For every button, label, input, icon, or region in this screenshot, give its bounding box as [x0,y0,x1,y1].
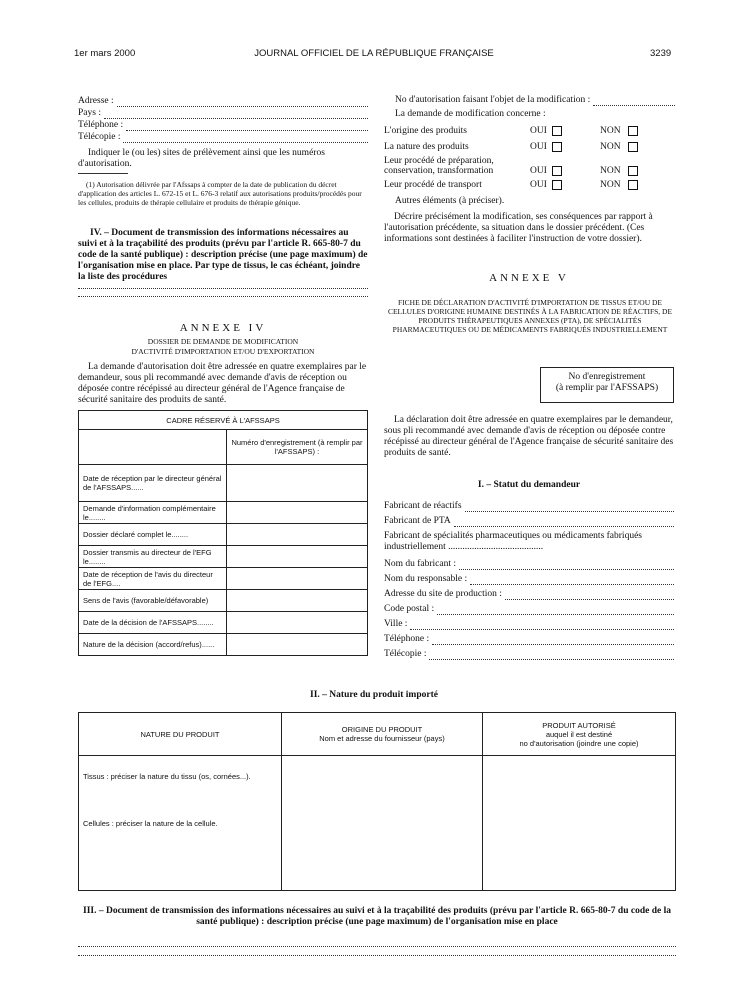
oui-checkbox-1[interactable]: OUI [530,126,562,137]
statut-field-ville: Ville : [384,615,674,630]
decrire-text: Décrire précisément la modification, ses conséquences par rapport à l'autorisation précédente, sa situation dans le dossier précédent. (Ces informations sont destinées à faciliter l'instruction de votre dossier). [384,212,653,244]
autres-elements: Autres éléments (à préciser). [395,196,505,206]
statut-field-reactifs: Fabricant de réactifs [384,497,674,512]
statut-field-code-postal: Code postal : [384,600,674,615]
field-telecopie: Télécopie : [78,131,368,143]
annexe-v-title: ANNEXE V [489,272,569,284]
modif-procede-prep: Leur procédé de préparation, conservation, transformation [384,156,494,176]
annexe-v-subtitle: FICHE DE DÉCLARATION D'ACTIVITÉ D'IMPORTATION DE TISSUS ET/OU DE CELLULES D'ORIGINE HUMAINE DESTINÉS À LA FABRICATION DE RÉACTIFS, DE PRODUITS THÉRAPEUTIQUES ANNEXES (PTA), DE SPÉCIALITÉS PHARMACEUTIQUES OU DE MÉDICAMENTS FABRIQUÉS INDUSTRIELLEMENT [387,298,673,334]
demande-concerne: La demande de modification concerne : [395,109,546,119]
cadre-afssaps-table [78,410,368,656]
col-produit-autorise: PRODUIT AUTORISÉ auquel il est destiné no d'autorisation (joindre une copie) [483,713,676,756]
cadre-row-2: Demande d'information complémentaire le........ [79,502,227,524]
declaration-text: La déclaration doit être adressée en quatre exemplaires par le demandeur, sous pli recommandé avec demande d'avis de réception ou déposée contre récépissé au directeur général de l'Agence française de sécurité sanitaire des produits de santé. [384,415,674,458]
header-date: 1er mars 2000 [74,48,136,59]
non-checkbox-2[interactable]: NON [600,142,638,153]
enregistrement-box: No d'enregistrement (à remplir par l'AFSSAPS) [540,367,674,403]
cadre-row-5: Date de réception de l'avis du directeur de l'EFG.... [79,568,227,590]
nature-produit-table [78,712,676,891]
statut-field-pta: Fabricant de PTA [384,512,674,527]
cadre-title: CADRE RÉSERVÉ À L'AFSSAPS [79,411,368,430]
annexe-iv-text: La demande d'autorisation doit être adressée en quatre exemplaires par le demandeur, sous pli recommandé avec demande d'avis de réception ou déposée contre récépissé au directeur général de l'Agence française de sécurité sanitaire des produits de santé. [78,362,367,405]
nature-produit-title: II. – Nature du produit importé [310,690,438,700]
non-checkbox-3[interactable]: NON [600,166,638,177]
oui-checkbox-3[interactable]: OUI [530,166,562,177]
oui-checkbox-4[interactable]: OUI [530,180,562,191]
cadre-row-6: Sens de l'avis (favorable/défavorable) [79,590,227,612]
cell-nature-content: Tissus : préciser la nature du tissu (os, cornées...). Cellules : préciser la nature de la cellule. [79,756,282,891]
statut-field-nom-fabricant: Nom du fabricant : [384,555,674,570]
annexe-iv-title: ANNEXE IV [179,322,267,334]
dotted-line [78,288,368,289]
statut-field-adresse-site: Adresse du site de production : [384,585,674,600]
footnote-rule [78,173,128,174]
oui-checkbox-2[interactable]: OUI [530,142,562,153]
statut-field-telephone: Téléphone : [384,630,674,645]
statut-title: I. – Statut du demandeur [477,480,581,490]
non-checkbox-4[interactable]: NON [600,180,638,191]
col-nature: NATURE DU PRODUIT [79,713,282,756]
cadre-row-3: Dossier déclaré complet le........ [79,524,227,546]
dotted-line [78,955,676,956]
header-journal: JOURNAL OFFICIEL DE LA RÉPUBLIQUE FRANÇAISE [254,48,494,59]
cadre-row-1: Date de réception par le directeur général de l'AFSSAPS...... [79,465,227,502]
statut-field-nom-responsable: Nom du responsable : [384,570,674,585]
sites-text: Indiquer le (ou les) sites de prélèvement ainsi que les numéros d'autorisation. [78,148,325,169]
modif-origine: L'origine des produits [384,126,467,136]
section-iii: III. – Document de transmission des informations nécessaires au suivi et à la traçabilité des produits (prévu par l'article R. 665-80-7 du code de la santé publique) : description précise (une page maximum) de l'organisation mise en place [83,906,671,927]
contact-fields [78,95,368,143]
field-pays: Pays : [78,107,368,119]
num-autorisation: No d'autorisation faisant l'objet de la modification : [395,95,675,106]
dotted-line [78,296,368,297]
annexe-iv-sub2: D'ACTIVITÉ D'IMPORTATION ET/OU D'EXPORTATION [131,347,315,356]
modif-nature: La nature des produits [384,142,469,152]
footnote: (1) Autorisation délivrée par l'Afssaps à compter de la date de publication du décret d'application des articles L. 672-15 et L. 676-3 relatif aux autorisations produits/procédés pour les cellules, produits de thérapie cellulaire et produits de thérapie génique. [78,180,362,207]
modif-transport: Leur procédé de transport [384,180,482,190]
field-telephone: Téléphone : [78,119,368,131]
non-checkbox-1[interactable]: NON [600,126,638,137]
statut-field-specialites: Fabricant de spécialités pharmaceutiques ou médicaments fabriqués industriellement ........................................ [384,531,642,552]
dotted-line [78,946,676,947]
section-iv: IV. – Document de transmission des informations nécessaires au suivi et à la traçabilité des produits (prévu par l'article R. 665-80-7 du code de la santé publique) : description précise (une page maximum) de l'organisation mise en place. Par type de tissus, le cas échéant, joindre la liste des procédures [78,228,368,282]
col-origine: ORIGINE DU PRODUIT Nom et adresse du fournisseur (pays) [282,713,483,756]
cadre-row-7: Date de la décision de l'AFSSAPS........ [79,612,227,634]
statut-fields [384,497,674,660]
field-adresse: Adresse : [78,95,368,107]
header-page-number: 3239 [650,48,672,59]
cadre-row-8: Nature de la décision (accord/refus)...... [79,634,227,656]
statut-field-telecopie: Télécopie : [384,645,674,660]
annexe-iv-sub1: DOSSIER DE DEMANDE DE MODIFICATION [147,337,299,346]
cadre-row-4: Dossier transmis au directeur de l'EFG le........ [79,546,227,568]
cadre-num-enregistrement: Numéro d'enregistrement (à remplir par l'AFSSAPS) : [227,430,368,465]
